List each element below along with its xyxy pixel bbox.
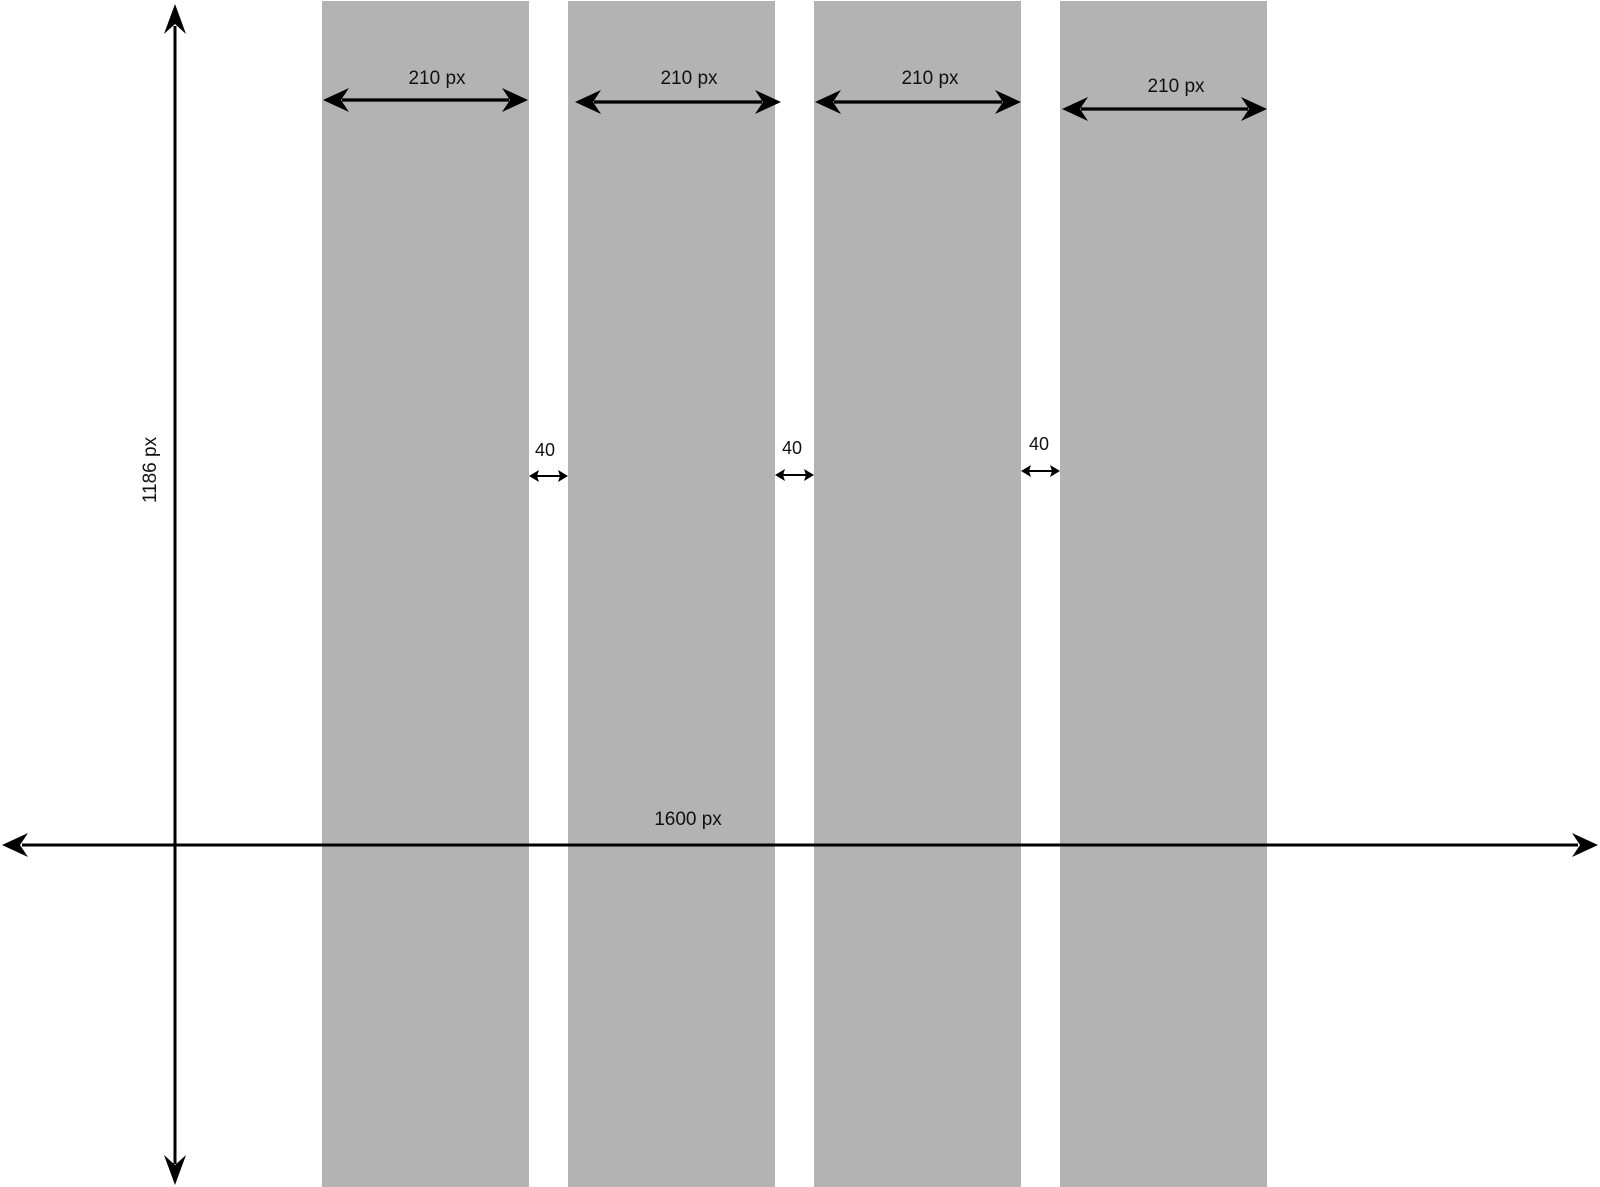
column-2: [568, 1, 775, 1187]
column-3: [814, 1, 1021, 1187]
width-label: 1600 px: [654, 809, 722, 830]
gutter-1-width-label: 40: [534, 440, 556, 460]
column-4: [1060, 1, 1267, 1187]
column-3-width-label: 210 px: [901, 68, 959, 89]
height-axis: [140, 4, 186, 1185]
gutter-2-dimension: [775, 438, 814, 481]
gutter-1-dimension: [529, 440, 568, 482]
column-1-width-label: 210 px: [408, 68, 466, 89]
column-4-width-label: 210 px: [1147, 76, 1205, 97]
gutter-2-width-label: 40: [781, 438, 803, 458]
column-1: [322, 1, 529, 1187]
height-label: 1186 px: [140, 436, 161, 504]
column-2-width-label: 210 px: [660, 68, 718, 89]
gutter-3-dimension: [1021, 434, 1060, 477]
gutter-3-width-label: 40: [1028, 434, 1050, 454]
width-axis: [2, 809, 1598, 857]
columns: [322, 1, 1267, 1187]
